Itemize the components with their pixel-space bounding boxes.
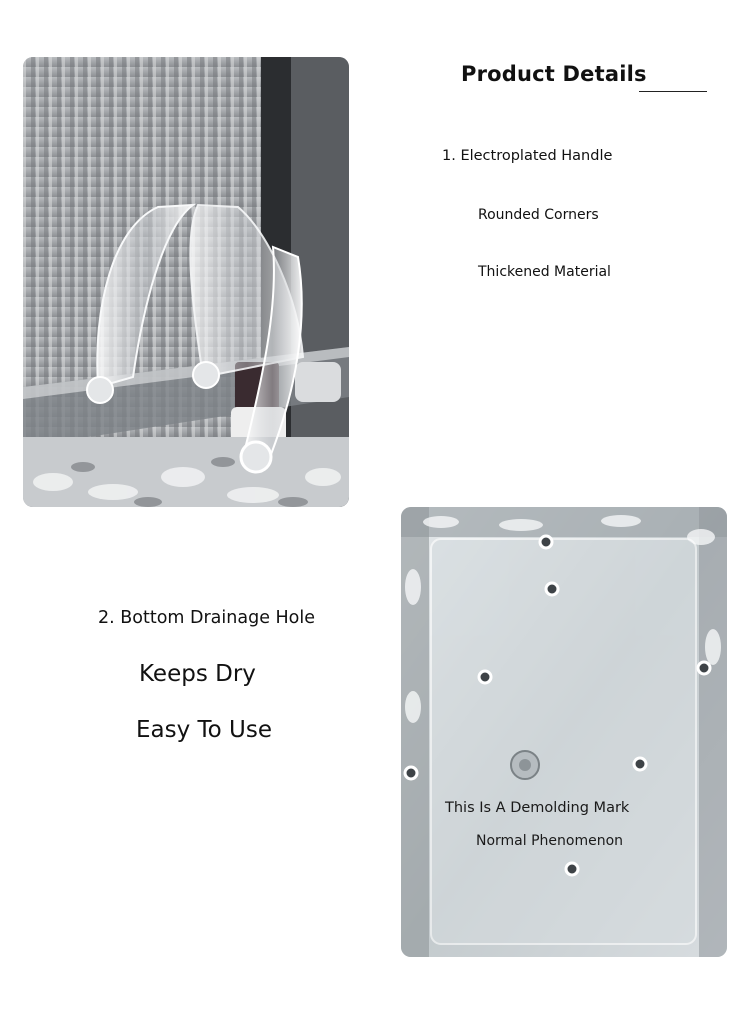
drainage-heading: 2. Bottom Drainage Hole: [98, 608, 316, 628]
demolding-note: This Is A Demolding Mark: [445, 800, 630, 816]
drainage-point-keeps-dry: Keeps Dry: [139, 661, 256, 687]
feature-electroplated-handle: 1. Electroplated Handle: [442, 148, 613, 164]
drainage-point-easy-to-use: Easy To Use: [136, 717, 273, 743]
product-photo-drainage: [401, 507, 727, 957]
feature-rounded-corners: Rounded Corners: [478, 207, 599, 223]
feature-thickened-material: Thickened Material: [478, 264, 611, 280]
product-details-title: Product Details: [461, 62, 647, 86]
product-photo-handle: [23, 57, 349, 507]
title-underline: [639, 91, 707, 92]
demolding-note-sub: Normal Phenomenon: [476, 833, 624, 849]
